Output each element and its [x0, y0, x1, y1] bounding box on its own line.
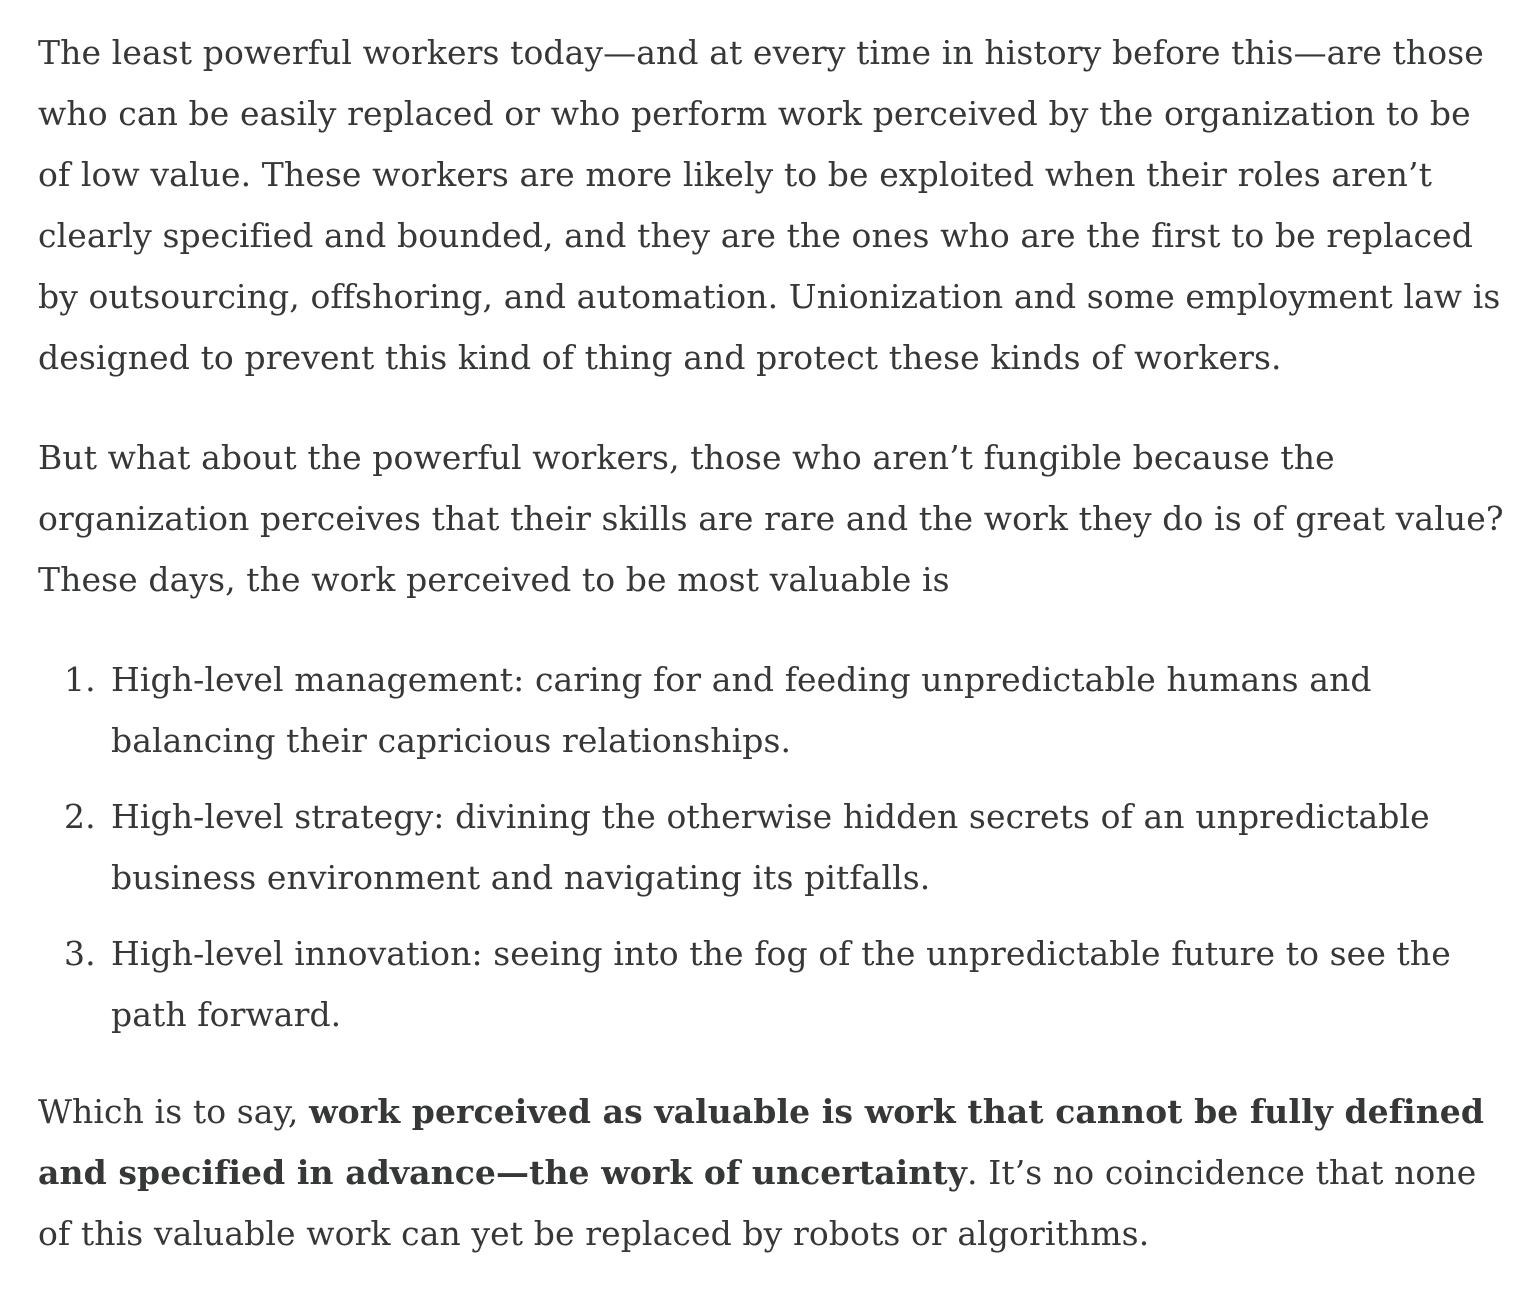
list-item-text: High-level innovation: seeing into the fog of the unpredictable future to see the path forward. — [111, 934, 1451, 1034]
list-item-text: High-level strategy: divining the otherwise hidden secrets of an unpredictable business environment and navigating its pitfalls. — [111, 797, 1430, 897]
list-item-number: 3. — [64, 934, 96, 973]
conclusion-bold-emphasis: work perceived as valuable is work that cannot be fully defined and specified in advance—the work of uncertainty — [38, 1092, 1485, 1192]
valuable-work-list — [38, 649, 1508, 1045]
list-item — [38, 649, 1508, 771]
list-item-number: 2. — [64, 797, 96, 836]
conclusion-lead-text: Which is to say, — [38, 1092, 310, 1131]
list-item — [38, 923, 1508, 1045]
list-item — [38, 786, 1508, 908]
paragraph-least-powerful-workers: The least powerful workers today—and at every time in history before this—are those who can be easily replaced or who perform work perceived by the organization to be of low value. These workers are more likely to be exploited when their roles aren’t clearly specified and bounded, and they are the ones who are the first to be replaced by outsourcing, offshoring, and automation. Unionization and some employment law is designed to prevent this kind of thing and protect these kinds of workers. — [38, 33, 1501, 377]
paragraph-conclusion — [38, 1081, 1508, 1264]
conclusion-tail-text: . It’s no coincidence that none of this valuable work can yet be replaced by robots or algorithms. — [38, 1153, 1477, 1253]
list-item-text: High-level management: caring for and feeding unpredictable humans and balancing their capricious relationships. — [111, 660, 1372, 760]
article-body — [38, 22, 1508, 1303]
paragraph-powerful-workers: But what about the powerful workers, those who aren’t fungible because the organization perceives that their skills are rare and the work they do is of great value? These days, the work perceived to be most valuable is — [38, 438, 1504, 599]
list-item-number: 1. — [64, 660, 96, 699]
